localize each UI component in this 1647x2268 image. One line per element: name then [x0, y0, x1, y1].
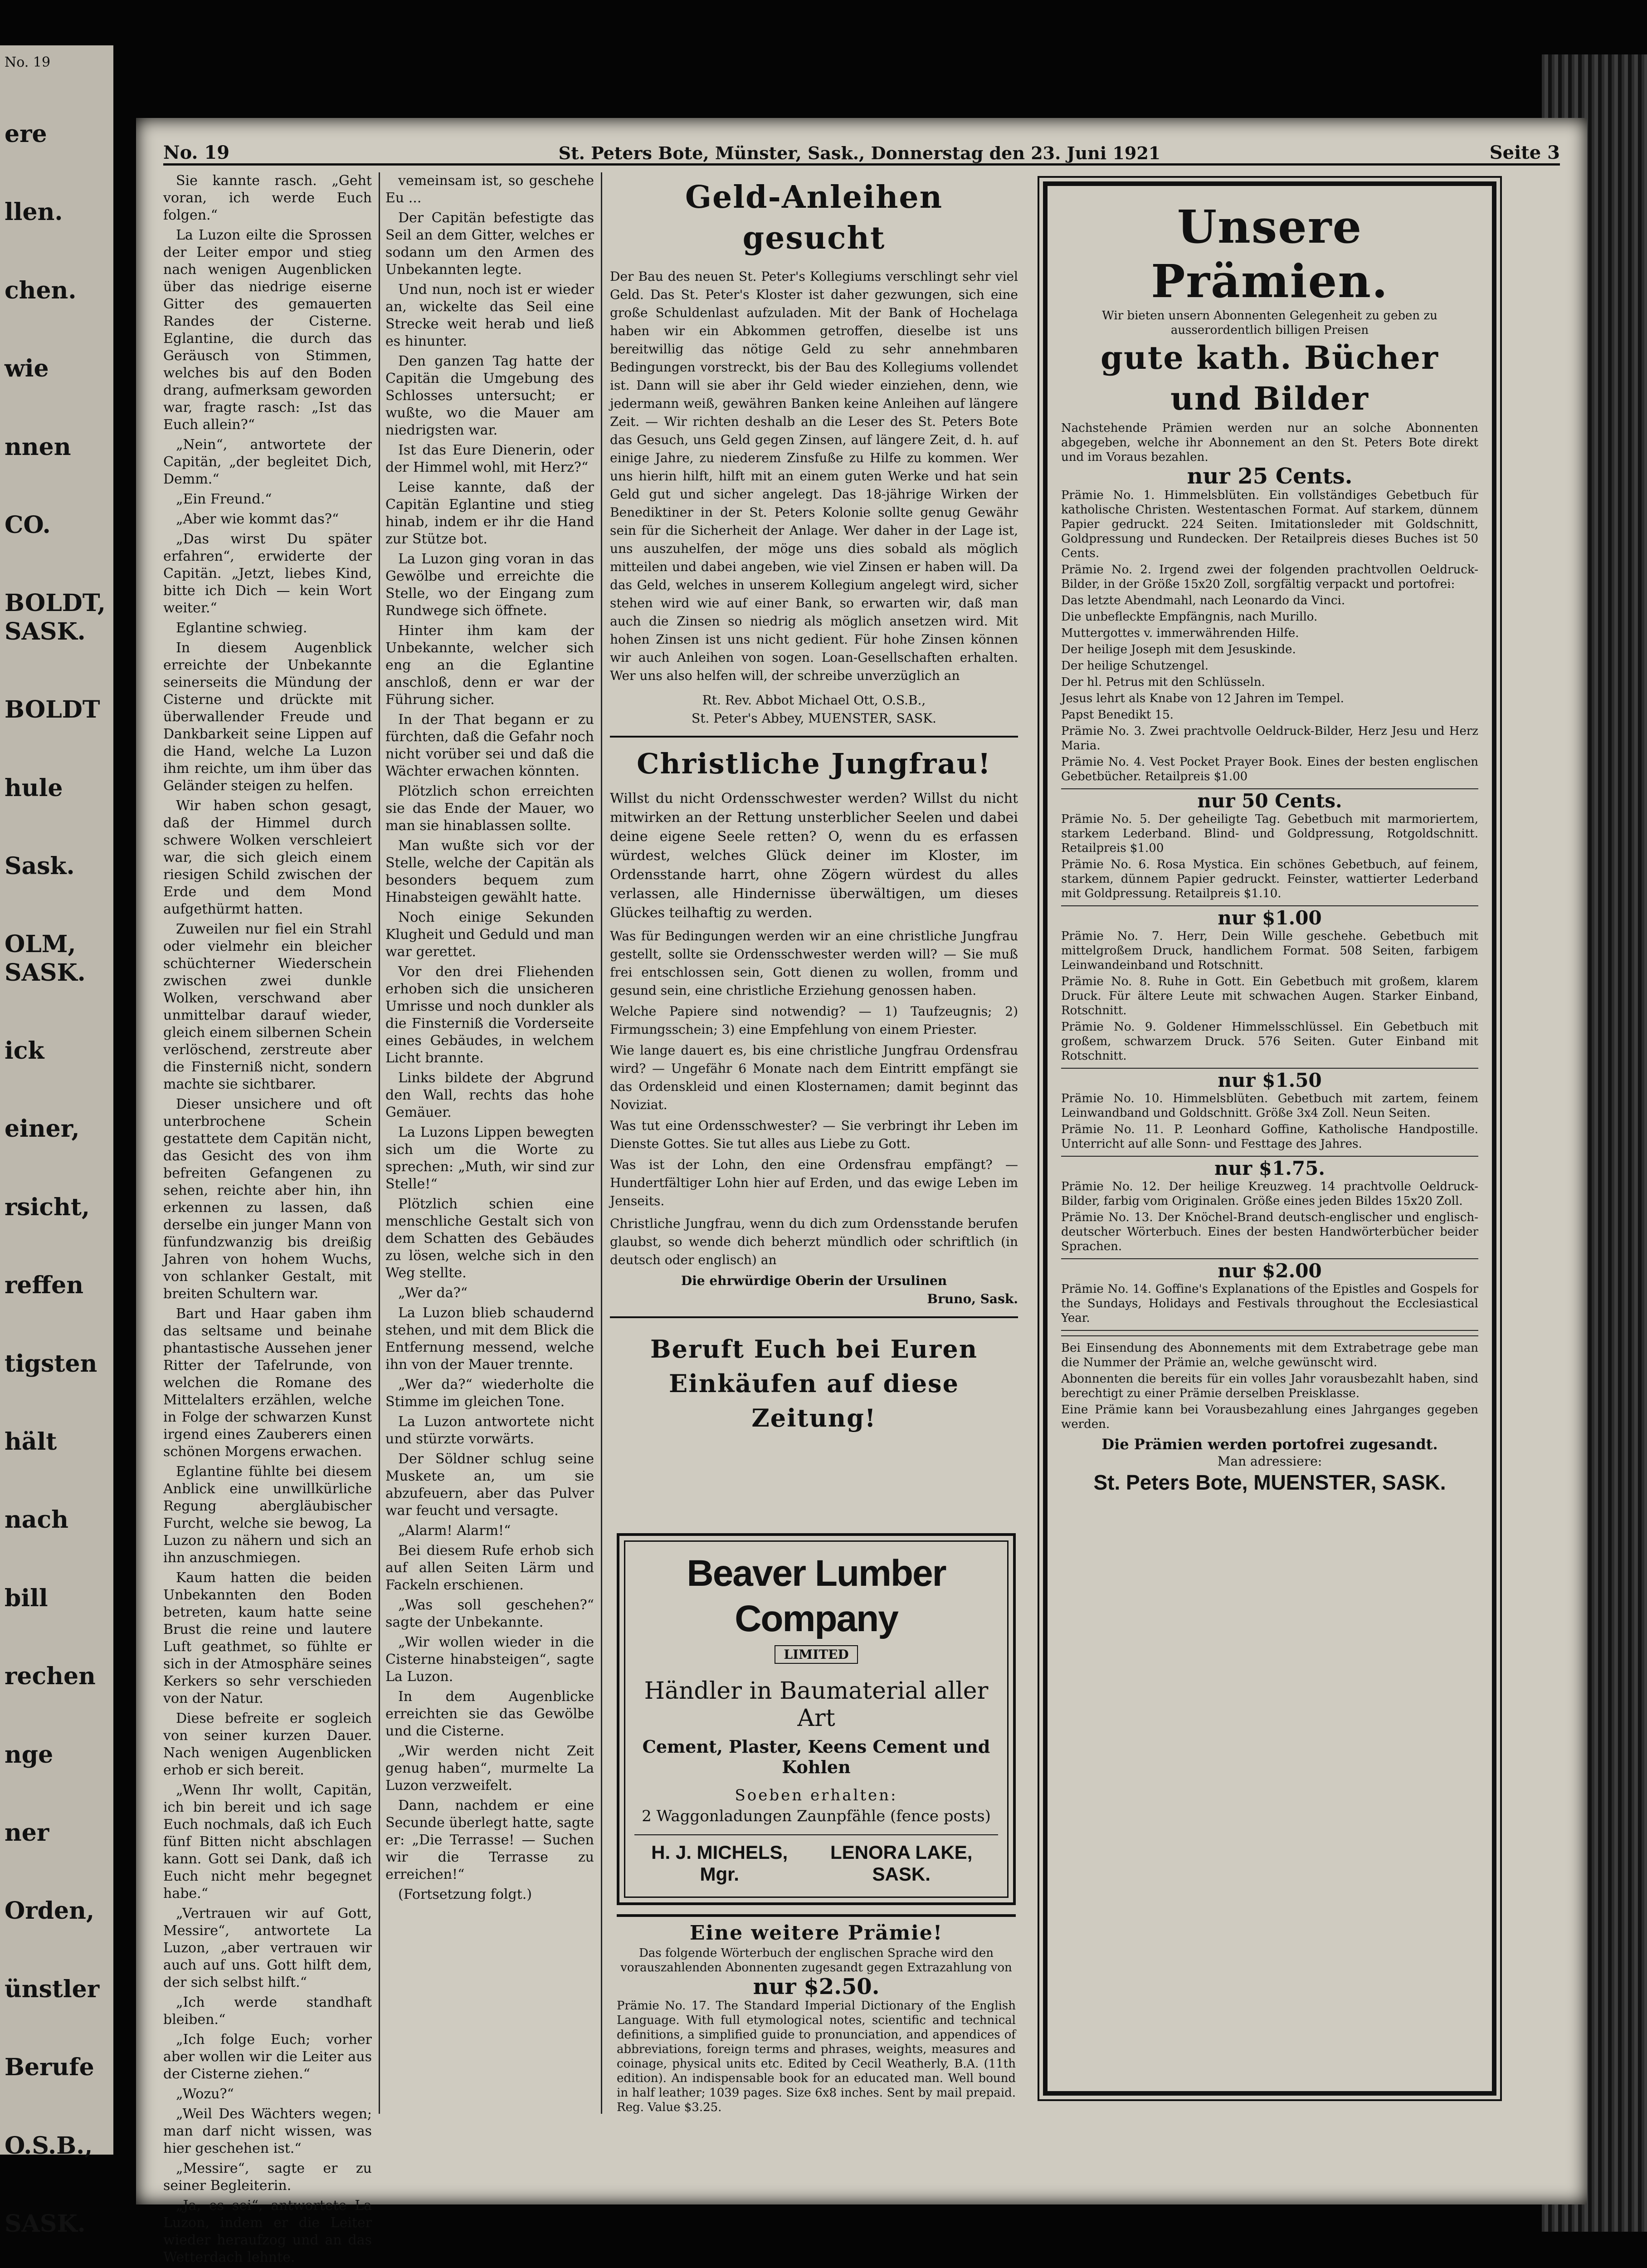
- story-paragraph: Diese befreite er sogleich von seiner kurzen Dauer. Nach wenigen Augenblicken erhob er sich bereit.: [163, 1711, 372, 1778]
- adjacent-text-fragment: nach: [5, 1506, 68, 1534]
- ad-limited-tag: LIMITED: [775, 1645, 858, 1664]
- premiums-intro: Wir bieten unsern Abonnenten Gelegenheit zu geben zu ausserordentlich billigen Preisen: [1102, 309, 1437, 337]
- premium-item: Prämie No. 4. Vest Pocket Prayer Book. Eines der besten englischen Gebetbücher. Retailpreis $1.00: [1061, 755, 1478, 783]
- premium-item: Prämie No. 13. Der Knöchel-Brand deutsch-englischer und englisch-deutscher Wörterbuch. Eines der besten Handwörterbücher beider Sprachen.: [1061, 1211, 1478, 1253]
- story-paragraph: Vor den drei Fliehenden erhoben sich die unsicheren Umrisse und noch dunkler als die Finsterniß die Vorderseite eines Gebäudes, in welchem Licht brannte.: [385, 964, 594, 1066]
- premium-item: Prämie No. 3. Zwei prachtvolle Oeldruck-Bilder, Herz Jesu und Herz Maria.: [1061, 724, 1478, 753]
- adjacent-text-fragment: nge: [5, 1740, 54, 1769]
- story-paragraph: La Luzon eilte die Sprossen der Leiter empor und stieg nach wenigen Augenblicken über das niedrige eiserne Gitter des gemauerten Randes der Cisterne. Eglantine, die durch das Geräusch von Stimmen, welches bis auf den Boden drang, aufmerksam geworden war, fragte rasch: „Ist das Euch allein?“: [163, 227, 372, 433]
- adjacent-text-fragment: Orden,: [5, 1897, 95, 1925]
- vocation-faq-item: Was tut eine Ordensschwester? — Sie verbringt ihr Leben im Dienste Gottes. Sie tut alles aus Liebe zu Gott.: [610, 1118, 1018, 1151]
- story-paragraph: vemeinsam ist, so geschehe Eu ...: [385, 173, 594, 206]
- story-paragraph: Hinter ihm kam der Unbekannte, welcher sich eng an die Eglantine anschloß, denn er war der Führung sicher.: [385, 623, 594, 708]
- story-paragraph: Eglantine schwieg.: [176, 620, 307, 636]
- story-column-1: [163, 172, 372, 2265]
- premium-item: Prämie No. 5. Der geheiligte Tag. Gebetbuch mit marmoriertem, starkem Lederband. Blind- und Goldpressung, Rotgoldschnitt. Retailpreis $1.00: [1061, 812, 1478, 855]
- story-paragraph: „Wir werden nicht Zeit genug haben“, murmelte La Luzon verzweifelt.: [385, 1743, 594, 1794]
- story-paragraph: Und nun, noch ist er wieder an, wickelte das Seil eine Strecke weit herab und ließ es hinunter.: [385, 282, 594, 349]
- premium-item: Prämie No. 9. Goldener Himmelsschlüssel. Ein Gebetbuch mit großem, schwarzem Druck. 576 Seiten. Guter Einband mit Rotschnitt.: [1061, 1020, 1478, 1063]
- adjacent-text-fragment: O.S.B.,: [5, 2131, 93, 2160]
- vocation-intro: Willst du nicht Ordensschwester werden? Willst du nicht mitwirken an der Rettung unsterblicher Seelen und dabei deine eigene Seele retten? O, wenn du es erfassen würdest, welches Glück deiner im Kloster, im Ordensstande harrt, ohne Zögern würdest du alles verlassen, alle Hindernisse überwältigen, um dieses Glückes teilhaftig zu werden.: [610, 791, 1018, 921]
- adjacent-text-fragment: chen.: [5, 276, 77, 304]
- issue-number: No. 19: [163, 142, 230, 163]
- premium-item: Jesus lehrt als Knabe von 12 Jahren im Tempel.: [1061, 692, 1344, 705]
- story-paragraph: Der Söldner schlug seine Muskete an, um sie abzufeuern, aber das Pulver war feucht und versagte.: [385, 1451, 594, 1519]
- story-column-2: [385, 172, 594, 2123]
- vocation-faq-item: Wie lange dauert es, bis eine christliche Jungfrau Ordensfrau wird? — Ungefähr 6 Monate nach dem Eintritt empfängt sie das Ordenskleid und einen Klosternamen; damit beginnt das Noviziat.: [610, 1043, 1018, 1112]
- story-paragraph: Ist das Eure Dienerin, oder der Himmel wohl, mit Herz?“: [385, 442, 594, 475]
- premiums-subtitle: gute kath. Bücher und Bilder: [1101, 339, 1439, 417]
- premium-footnote: Eine Prämie kann bei Vorausbezahlung eines Jahrganges gegeben werden.: [1061, 1403, 1478, 1431]
- premium-footnote: Abonnenten die bereits für ein volles Jahr vorausbezahlt haben, sind berechtigt zu einer Prämie derselben Preisklasse.: [1061, 1372, 1478, 1400]
- story-paragraph: In der That begann er zu fürchten, daß die Gefahr noch nicht vorüber sei und daß die Wächter erwachen könnten.: [385, 712, 594, 779]
- mailing-address: St. Peters Bote, MUENSTER, SASK.: [1093, 1471, 1446, 1494]
- adjacent-text-fragment: bill: [5, 1584, 48, 1612]
- story-paragraph: La Luzons Lippen bewegten sich um die Worte zu sprechen: „Muth, wir sind zur Stelle!“: [385, 1124, 594, 1192]
- story-paragraph: La Luzon antwortete nicht und stürzte vorwärts.: [385, 1414, 594, 1447]
- story-paragraph: „Vertrauen wir auf Gott, Messire“, antwortete La Luzon, „aber vertrauen wir auch auf uns. Gott hilft dem, der sich selbst hilft.“: [163, 1906, 372, 1990]
- premium-item: Der heilige Joseph mit dem Jesuskinde.: [1061, 643, 1296, 656]
- loan-body: Der Bau des neuen St. Peter's Kollegiums verschlingt sehr viel Geld. Das St. Peter's Kloster ist daher gezwungen, sich eine große Schuldenlast aufzuladen. Mit der Bank of Hochelaga haben wir ein Abkommen getroffen, dieselbe ist uns bereitwillig das nötige Geld zu sehr annehmbaren Bedingungen vorstreckt, bis der Bau des Kollegiums vollendet ist. Dann will sie aber ihr Geld wieder einziehen, denn, wie jedermann weiß, gewähren Banken keine Anleihen auf längere Zeit. — Wir richten deshalb an die Leser des St. Peters Bote das Gesuch, uns Geld gegen Zinsen, auf längere Zeit, d. h. auf einige Jahre, zu niederem Zinsfuße zu Hilfe zu kommen. Wer uns hierin hilft, hilft mit an einem guten Werke und hat sein Geld gut und sicher angelegt. Das 18-jährige Wirken der Benediktiner in der St. Peters Kolonie sollte genug Gewähr sein für die Sicherheit der Anlage. Wer daher in der Lage ist, uns auszuhelfen, der möge uns dies sobald als möglich mitteilen und dabei angeben, wie viel Zinsen er haben will. Da das Geld, welches in unserem Kollegium angelegt wird, sicher stehen wird wie auf einer Bank, so erwarten wir, daß man auch die Zinsen so niedrig als möglich ansetzen wird. Mit hohen Zinsen ist uns nicht gedient. Für hohe Zinsen können wir auch Anleihen von sogen. Loan-Gesellschaften erhalten. Wer uns also helfen will, der schreibe unverzüglich an: [610, 269, 1018, 683]
- premium-item: Prämie No. 2. Irgend zwei der folgenden prachtvollen Oeldruck-Bilder, in der Größe 15x20 Zoll, sorgfältig verpackt und portofrei:: [1061, 563, 1478, 591]
- premium-footnote: Bei Einsendung des Abonnements mit dem Extrabetrage gebe man die Nummer der Prämie an, welche gewünscht wird.: [1061, 1341, 1478, 1369]
- adjacent-text-fragment: hält: [5, 1428, 57, 1456]
- premiums-note: Nachstehende Prämien werden nur an solche Abonnenten abgegeben, welche ihr Abonnement an den St. Peters Bote direkt und im Voraus bezahlen.: [1061, 421, 1478, 464]
- ad-tagline: Händler in Baumaterial aller Art: [644, 1677, 989, 1732]
- story-paragraph: In diesem Augenblick erreichte der Unbekannte seinerseits die Mündung der Cisterne und drückte mit überwallender Freude und Dankbarkeit seine Lippen auf die Hand, welche La Luzon ihm reichte, um ihm über das Geländer steigen zu helfen.: [163, 640, 372, 794]
- postage-note: Die Prämien werden portofrei zugesandt.: [1101, 1436, 1438, 1453]
- adjacent-text-fragment: reffen: [5, 1271, 84, 1300]
- adjacent-text-fragment: OLM, SASK.: [5, 930, 86, 987]
- premium-price-tier: nur $2.00: [1218, 1260, 1322, 1282]
- ad-footer: [634, 1834, 998, 1885]
- story-paragraph: „Das wirst Du später erfahren“, erwiderte der Capitän. „Jetzt, liebes Kind, bitte ich Dich — kein Wort weiter.“: [163, 531, 372, 616]
- story-paragraph: „Ja, es sei“, antwortete La Luzon, indem er die Leiter wieder heraufzog und an das Wetterdach lehnte.: [163, 2198, 372, 2265]
- adjacent-text-fragment: ner: [5, 1818, 49, 1847]
- premium-item: Prämie No. 10. Himmelsblüten. Gebetbuch mit zartem, feinem Leinwandband und Goldschnitt. Größe 3x4 Zoll. Neun Seiten.: [1061, 1092, 1478, 1120]
- vocation-faq: [610, 927, 1018, 1210]
- ad-new-arrival: Soeben erhalten:: [735, 1786, 898, 1804]
- story-paragraph: „Weil Des Wächters wegen; man darf nicht wissen, was hier geschehen ist.“: [163, 2106, 372, 2156]
- premium-item: Prämie No. 12. Der heilige Kreuzweg. 14 prachtvolle Oeldruck-Bilder, farbig vom Originalen. Größe eines jeden Bildes 15x20 Zoll.: [1061, 1180, 1478, 1208]
- story-paragraph: „Aber wie kommt das?“: [176, 511, 339, 527]
- vocation-location: Bruno, Sask.: [927, 1291, 1018, 1306]
- story-paragraph: Der Capitän befestigte das Seil an dem Gitter, welches er sodann um den Armen des Unbekannten legte.: [385, 210, 594, 278]
- adjacent-text-fragment: tigsten: [5, 1349, 97, 1378]
- adjacent-page-fragment: [0, 45, 113, 2238]
- adjacent-text-fragment: wie: [5, 355, 49, 383]
- premium-item: Prämie No. 11. P. Leonhard Goffine, Katholische Handpostille. Unterricht auf alle Sonn- und Festtage des Jahres.: [1061, 1123, 1478, 1151]
- adjacent-text-fragment: nnen: [5, 433, 71, 461]
- story-paragraph: La Luzon blieb schaudernd stehen, und mit dem Blick die Entfernung messend, welche ihn von der Mauer trennte.: [385, 1305, 594, 1373]
- story-paragraph: Dieser unsichere und oft unterbrochene Schein gestattete dem Capitän nicht, das Gesicht des von ihm befreiten Gefangenen zu sehen, reichte aber hin, ihn erkennen zu lassen, daß derselbe ein junger Mann von fünfundzwanzig bis dreißig Jahren von hohem Wuchs, von schlanker Gestalt, mit breiten Schultern war.: [163, 1096, 372, 1302]
- adjacent-text-fragment: llen.: [5, 198, 63, 226]
- premiums-title: Unsere Prämien.: [1151, 200, 1389, 308]
- vocation-faq-item: Welche Papiere sind notwendig? — 1) Taufzeugnis; 2) Firmungsschein; 3) eine Empfehlung von einem Priester.: [610, 1004, 1018, 1037]
- adjacent-text-fragment: ick: [5, 1037, 44, 1065]
- story-paragraph: „Wer da?“: [398, 1285, 468, 1301]
- adjacent-text-fragment: rsicht,: [5, 1193, 90, 1221]
- adjacent-text-fragment: hule: [5, 774, 63, 802]
- section-divider: [610, 1316, 1018, 1318]
- story-paragraph: „Ich folge Euch; vorher aber wollen wir die Leiter aus der Cisterne ziehen.“: [163, 2032, 372, 2082]
- extra-premium-price: nur $2.50.: [753, 1974, 880, 1999]
- story-paragraph: Zuweilen nur fiel ein Strahl oder vielmehr ein bleicher schüchterner Wiederschein zwischen zwei dunkle Wolken, verschwand aber unmittelbar darauf wieder, gleich einem silbernen Schein verlöschend, zerstreute aber die Finsterniß nicht, sondern machte sie sichtbarer.: [163, 921, 372, 1092]
- story-paragraph: Links bildete der Abgrund den Wall, rechts das hohe Gemäuer.: [385, 1070, 594, 1120]
- premium-item: Muttergottes v. immerwährenden Hilfe.: [1061, 626, 1299, 640]
- ad-company-name: Beaver Lumber Company: [687, 1553, 946, 1639]
- extra-premium-description: Prämie No. 17. The Standard Imperial Dictionary of the English Language. With full etymological notes, scientific and technical definitions, a simplified guide to pronunciation, and appendices of abbreviations, foreign terms and phrases, weights, measures and coinage, physical units etc. Edited by Cecil Weatherly, B.A. (11th edition). An indispensable book for an educated man. Well bound in half leather; 1039 pages. Size 6x8 inches. Sent by mail prepaid. Reg. Value $3.25.: [617, 1999, 1016, 2114]
- story-paragraph: Dann, nachdem er eine Secunde überlegt hatte, sagte er: „Die Terrasse! — Suchen wir die Terrasse zu erreichen!“: [385, 1798, 594, 1882]
- loan-address: St. Peter's Abbey, MUENSTER, SASK.: [692, 711, 936, 726]
- newspaper-page: [136, 118, 1587, 2265]
- story-paragraph: „Wenn Ihr wollt, Capitän, ich bin bereit und ich sage Euch nochmals, daß ich Euch fünf Bitten nicht abschlagen kann. Gott sei Dank, daß ich Euch nicht mehr begegnet habe.“: [163, 1782, 372, 1901]
- story-paragraph: La Luzon ging voran in das Gewölbe und erreichte die Stelle, wo der Eingang zum Rundwege sich öffnete.: [385, 551, 594, 619]
- ad-arrival-detail: 2 Waggonladungen Zaunpfähle (fence posts): [642, 1807, 991, 1825]
- beaver-lumber-ad: [617, 1533, 1016, 1905]
- premium-item: Das letzte Abendmahl, nach Leonardo da Vinci.: [1061, 594, 1345, 607]
- story-paragraph: „Wer da?“ wiederholte die Stimme im gleichen Tone.: [385, 1377, 594, 1410]
- adjacent-page-number: No. 19: [5, 54, 51, 70]
- story-paragraph: „Alarm! Alarm!“: [398, 1523, 511, 1539]
- story-paragraph: Plötzlich schon erreichten sie das Ende der Mauer, wo man sie hinablassen sollte.: [385, 783, 594, 834]
- reader-appeal: Beruft Euch bei Euren Einkäufen auf diese Zeitung!: [650, 1334, 978, 1432]
- story-paragraph: (Fortsetzung folgt.): [398, 1887, 532, 1902]
- premium-item: Prämie No. 8. Ruhe in Gott. Ein Gebetbuch mit großem, klarem Druck. Für ältere Leute mit schwachen Augen. Starker Einband, Rotschnitt.: [1061, 975, 1478, 1017]
- premium-groups: [1061, 464, 1478, 1331]
- story-paragraph: „Messire“, sagte er zu seiner Begleiterin.: [163, 2160, 372, 2194]
- story-paragraph: Sie kannte rasch. „Geht voran, ich werde Euch folgen.“: [163, 173, 372, 223]
- adjacent-text-fragment: SASK.: [5, 2209, 86, 2238]
- column-rule: [379, 172, 380, 2114]
- adjacent-page-text: [0, 120, 113, 2238]
- page-header: [163, 132, 1560, 166]
- adjacent-text-fragment: BOLDT, SASK.: [5, 589, 106, 645]
- page-number: Seite 3: [1489, 142, 1560, 163]
- extra-premium-intro: Das folgende Wörterbuch der englischen Sprache wird den vorauszahlenden Abonnenten zugesandt gegen Extrazahlung von: [620, 1946, 1012, 1975]
- adjacent-text-fragment: rechen: [5, 1662, 96, 1691]
- premium-item: Prämie No. 7. Herr, Dein Wille geschehe. Gebetbuch mit mittelgroßem Druck, handlichem Format. 508 Seiten, farbigem Leinwandeinband und Rotschnitt.: [1061, 929, 1478, 972]
- column-rule: [601, 172, 602, 2114]
- premium-item: Die unbefleckte Empfängnis, nach Murillo.: [1061, 610, 1318, 624]
- extra-premium-block: [617, 1914, 1016, 2114]
- story-paragraph: Leise kannte, daß der Capitän Eglantine und stieg hinab, indem er ihr die Hand zur Stütze bot.: [385, 479, 594, 547]
- premium-footnotes: [1061, 1341, 1478, 1432]
- adjacent-text-fragment: einer,: [5, 1115, 80, 1143]
- story-paragraph: Bart und Haar gaben ihm das seltsame und beinahe phantastische Aussehen jener Ritter der Tafelrunde, von welchen die Romane des Mittelalters erzählen, welche in Folge der schwarzen Kunst irgend eines Zauberers einen schönen Morgens erwachen.: [163, 1306, 372, 1460]
- story-paragraph: Noch einige Sekunden Klugheit und Geduld und man war gerettet.: [385, 909, 594, 960]
- story-paragraph: Plötzlich schien eine menschliche Gestalt sich von dem Schatten des Gebäudes zu lösen, welche sich in den Weg stellte.: [385, 1196, 594, 1281]
- premium-price-tier: nur $1.75.: [1214, 1157, 1325, 1179]
- vocation-faq-item: Was ist der Lohn, den eine Ordensfrau empfängt? — Hundertfältiger Lohn hier auf Erden, und das ewige Leben im Jenseits.: [610, 1157, 1018, 1208]
- address-label: Man adressiere:: [1217, 1454, 1322, 1469]
- ad-location: LENORA LAKE, SASK.: [830, 1842, 973, 1885]
- adjacent-text-fragment: ere: [5, 120, 47, 148]
- premium-price-tier: nur $1.00: [1218, 907, 1322, 929]
- premiums-box: [1043, 181, 1496, 2096]
- vocation-signature: Die ehrwürdige Oberin der Ursulinen: [681, 1273, 947, 1288]
- story-paragraph: Eglantine fühlte bei diesem Anblick eine unwillkürliche Regung abergläubischer Furcht, welche sie bewog, La Luzon zu nähern und sich an ihn anzuschmiegen.: [163, 1464, 372, 1566]
- adjacent-text-fragment: BOLDT: [5, 696, 100, 724]
- story-paragraph: „Wozu?“: [176, 2086, 234, 2102]
- premium-item: Der heilige Schutzengel.: [1061, 659, 1209, 673]
- loan-signature: Rt. Rev. Abbot Michael Ott, O.S.B.,: [702, 693, 926, 708]
- extra-premium-heading: Eine weitere Prämie!: [689, 1921, 943, 1945]
- premium-item: Prämie No. 6. Rosa Mystica. Ein schönes Gebetbuch, auf feinem, starkem, dünnem Papier gedruckt. Feinster, wattierter Lederband mit Goldpressung. Retailpreis $1.10.: [1061, 858, 1478, 900]
- premium-price-tier: nur 25 Cents.: [1187, 464, 1353, 489]
- story-paragraph: „Ich werde standhaft bleiben.“: [163, 1994, 372, 2028]
- adjacent-text-fragment: CO.: [5, 511, 51, 539]
- masthead-line: St. Peters Bote, Münster, Sask., Donnerstag den 23. Juni 1921: [558, 143, 1161, 163]
- loan-heading: Geld-Anleihen gesucht: [685, 179, 943, 256]
- premium-item: Prämie No. 1. Himmelsblüten. Ein vollständiges Gebetbuch für katholische Christen. Westentaschen Format. Auf starkem, dünnem Papier gedruckt. 224 Seiten. Imitationsleder mit Goldschnitt, Goldpressung und Rundecken. Der Retailpreis dieses Buches ist 50 Cents.: [1061, 489, 1478, 560]
- story-paragraph: „Was soll geschehen?“ sagte der Unbekannte.: [385, 1597, 594, 1630]
- premium-item: Prämie No. 14. Goffine's Explanations of the Epistles and Gospels for the Sundays, Holidays and Festivals throughout the Ecclesiastical Year.: [1061, 1282, 1478, 1325]
- section-divider: [610, 736, 1018, 738]
- story-paragraph: „Nein“, antwortete der Capitän, „der begleitet Dich, Demm.“: [163, 437, 372, 487]
- premium-item: Papst Benedikt 15.: [1061, 708, 1174, 722]
- vocation-faq-item: Was für Bedingungen werden wir an eine christliche Jungfrau gestellt, sollte sie Ordensschwester werden will? — Sie muß frei entschlossen sein, Gott dienen zu wollen, fromm und gesund sein, eine christliche Erziehung genossen haben.: [610, 929, 1018, 998]
- adjacent-text-fragment: ünstler: [5, 1975, 100, 2003]
- story-paragraph: Kaum hatten die beiden Unbekannten den Boden betreten, kaum hatte seine Brust die reine und lautere Luft geathmet, so fühlte er sich in der Atmosphäre seines Kerkers so sehr verschieden von der Natur.: [163, 1570, 372, 1706]
- premium-price-tier: nur $1.50: [1218, 1069, 1322, 1091]
- ad-products: Cement, Plaster, Keens Cement und Kohlen: [642, 1736, 990, 1777]
- premium-item: Der hl. Petrus mit den Schlüsseln.: [1061, 675, 1265, 689]
- vocation-closing: Christliche Jungfrau, wenn du dich zum Ordensstande berufen glaubst, so wende dich beherzt mündlich oder schriftlich (in deutsch oder englisch) an: [610, 1216, 1018, 1267]
- story-paragraph: „Ein Freund.“: [176, 491, 272, 507]
- premium-price-tier: nur 50 Cents.: [1197, 790, 1342, 812]
- adjacent-text-fragment: Sask.: [5, 852, 75, 880]
- adjacent-text-fragment: Berufe: [5, 2053, 94, 2082]
- story-paragraph: Bei diesem Rufe erhob sich auf allen Seiten Lärm und Fackeln erschienen.: [385, 1543, 594, 1593]
- story-paragraph: Man wußte sich vor der Stelle, welche der Capitän als besonders bequem zum Hinabsteigen gewählt hatte.: [385, 838, 594, 905]
- vocation-heading: Christliche Jungfrau!: [637, 747, 991, 780]
- story-paragraph: Wir haben schon gesagt, daß der Himmel durch schwere Wolken verschleiert war, die sich gleich einem riesigen Schild zwischen der Erde und dem Mond aufgethürmt hatten.: [163, 798, 372, 917]
- story-paragraph: In dem Augenblicke erreichten sie das Gewölbe und die Cisterne.: [385, 1689, 594, 1739]
- story-paragraph: „Wir wollen wieder in die Cisterne hinabsteigen“, sagte La Luzon.: [385, 1634, 594, 1685]
- story-paragraph: Den ganzen Tag hatte der Capitän die Umgebung des Schlosses untersucht; er wußte, wo die Mauer am niedrigsten war.: [385, 353, 594, 438]
- ad-manager: H. J. MICHELS, Mgr.: [651, 1842, 788, 1885]
